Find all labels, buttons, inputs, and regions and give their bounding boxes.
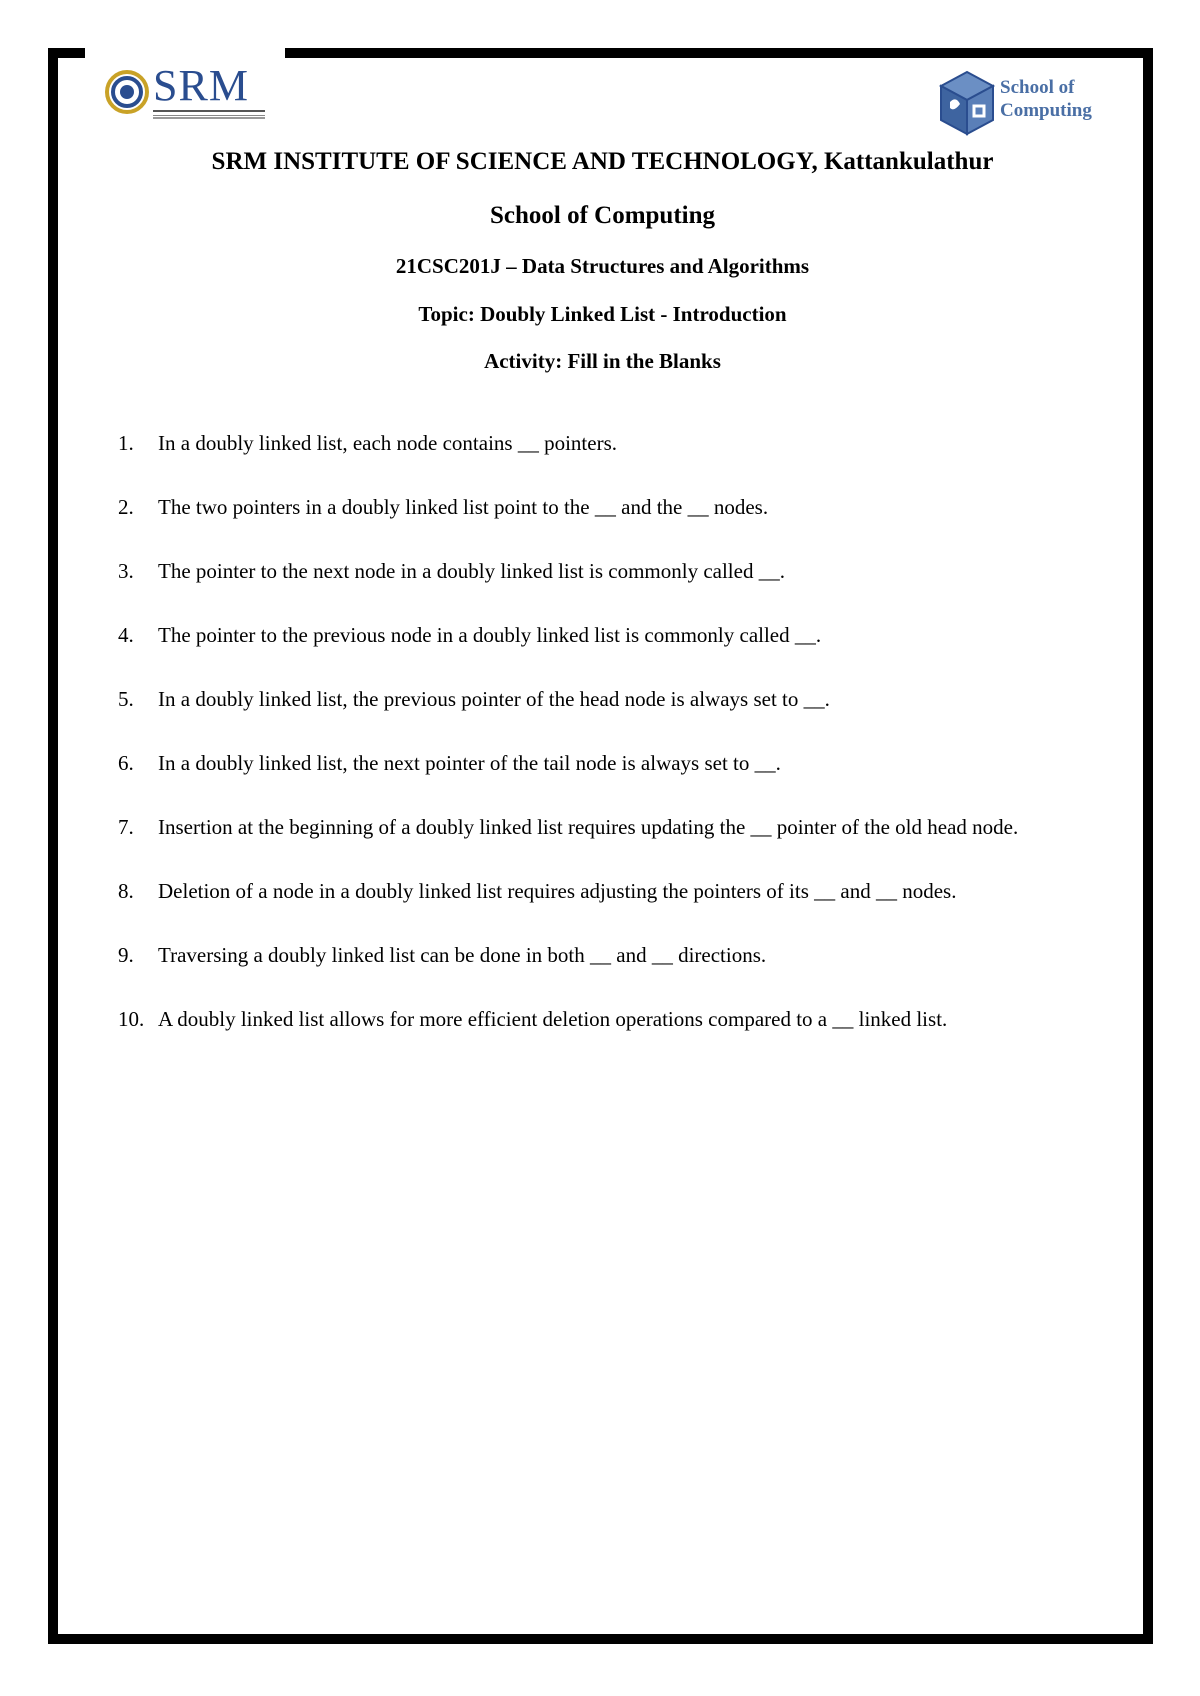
school-of-computing-logo: [938, 70, 1108, 136]
institute-title: SRM INSTITUTE OF SCIENCE AND TECHNOLOGY, Kattankulathur: [211, 148, 994, 175]
border-gap: [85, 46, 285, 60]
question-item: [118, 427, 1118, 459]
question-number: 3.: [118, 559, 134, 583]
course-title: 21CSC201J – Data Structures and Algorithms: [395, 254, 810, 278]
question-number: 2.: [118, 495, 134, 519]
srm-tagline: [153, 110, 265, 116]
question-item: [118, 811, 1118, 843]
cube-icon: [938, 70, 996, 136]
school-title: School of Computing: [489, 202, 716, 229]
question-text: In a doubly linked list, each node contains __ pointers.: [158, 431, 617, 455]
question-number: 4.: [118, 623, 134, 647]
srm-logo: [105, 61, 265, 124]
question-text: Deletion of a node in a doubly linked list requires adjusting the pointers of its __ and __ nodes.: [158, 879, 957, 903]
question-number: 9.: [118, 943, 134, 967]
srm-tagline-sub: [153, 117, 265, 119]
question-text: The pointer to the next node in a doubly linked list is commonly called __.: [158, 559, 785, 583]
question-number: 10.: [118, 1007, 145, 1031]
question-text: In a doubly linked list, the next pointer of the tail node is always set to __.: [158, 751, 781, 775]
question-text: The two pointers in a doubly linked list point to the __ and the __ nodes.: [158, 495, 769, 519]
question-item: [118, 555, 1118, 587]
question-item: [118, 619, 1118, 651]
question-number: 6.: [118, 751, 134, 775]
question-item: [118, 875, 1118, 907]
question-number: 5.: [118, 687, 134, 711]
question-number: 1.: [118, 431, 134, 455]
question-item: [118, 939, 1118, 971]
question-text: A doubly linked list allows for more efficient deletion operations compared to a __ linked list.: [158, 1007, 948, 1031]
question-number: 7.: [118, 815, 134, 839]
question-item: [118, 747, 1118, 779]
question-item: [118, 1003, 1118, 1035]
question-number: 8.: [118, 879, 134, 903]
activity-title: Activity: Fill in the Blanks: [484, 349, 721, 373]
soc-logo-line1: School of: [1000, 77, 1075, 98]
question-text: The pointer to the previous node in a doubly linked list is commonly called __.: [158, 623, 822, 647]
srm-wordmark: SRM: [153, 61, 249, 110]
soc-logo-text: [1000, 76, 1092, 122]
question-item: [118, 491, 1118, 523]
topic-title: Topic: Doubly Linked List - Introduction: [418, 302, 787, 326]
question-text: Traversing a doubly linked list can be done in both __ and __ directions.: [158, 943, 767, 967]
question-list: [118, 427, 1118, 1067]
question-item: [118, 683, 1118, 715]
srm-emblem-icon: [105, 70, 149, 114]
question-text: In a doubly linked list, the previous pointer of the head node is always set to __.: [158, 687, 830, 711]
soc-logo-line2: Computing: [1000, 100, 1092, 121]
question-text: Insertion at the beginning of a doubly linked list requires updating the __ pointer of the old head node.: [158, 815, 1019, 839]
